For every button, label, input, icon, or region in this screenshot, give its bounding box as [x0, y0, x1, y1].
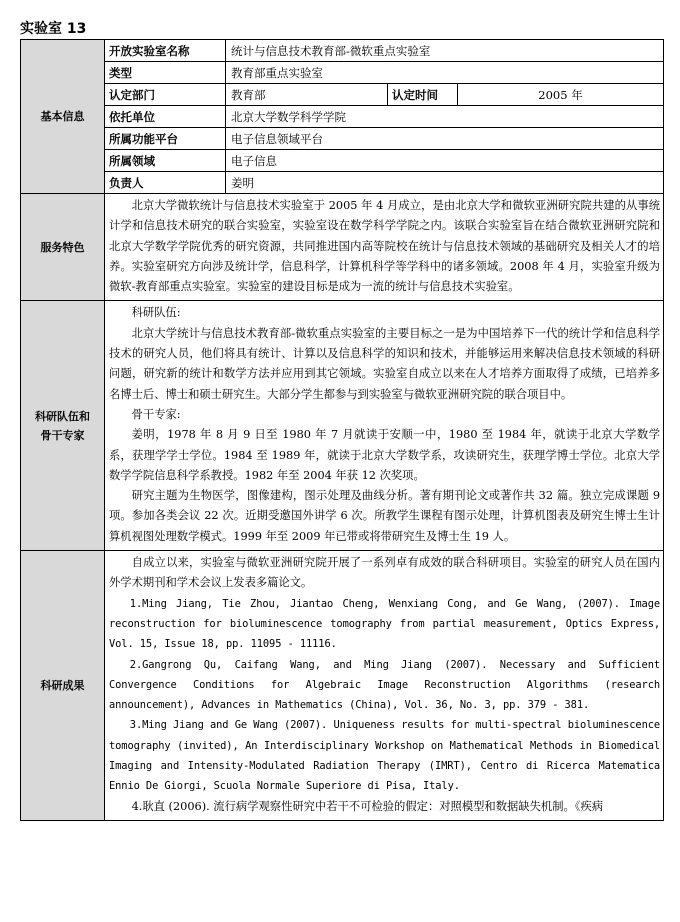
section-label-service: 服务特色	[21, 194, 105, 301]
lab-title: 实验室 13	[20, 21, 87, 37]
team-paragraph: 北京大学统计与信息技术教育部-微软重点实验室的主要目标之一是为中国培养下一代的统计学和信息科学技术的研究人员，他们将具有统计、计算以及信息科学的知识和技术，并能够运用来解决信息技术领域的科研问题，研究新的统计和数学方法并应用到其它领域。实验室自成立以来在人才培养方面取得了成绩，已培养多名博士后、博士和硕士研究生。大部分学生都参与到实验室与微软亚洲研究院的联合项目中。	[109, 326, 661, 401]
table-row	[21, 84, 664, 106]
section-label-basic: 基本信息	[21, 40, 105, 194]
table-row	[21, 150, 664, 172]
table-row	[21, 106, 664, 128]
field-label-leader: 负责人	[105, 172, 226, 194]
field-label-platform: 所属功能平台	[105, 128, 226, 150]
publication-item: 2.Gangrong Qu, Caifang Wang, and Ming Jiang (2007). Necessary and Sufficient Convergence Conditions for Algebraic Image Reconstruction Algorithms (research announcement), Advances in Mathematics (China), Vol. 36, No. 3, pp. 379 - 381.	[109, 658, 661, 712]
table-row	[21, 194, 664, 301]
field-label-domain: 所属领域	[105, 150, 226, 172]
field-value-date: 2005 年	[458, 84, 664, 106]
table-row	[21, 128, 664, 150]
results-intro: 自成立以来，实验室与微软亚洲研究院开展了一系列卓有成效的联合科研项目。实验室的研究人员在国内外学术期刊和学术会议上发表多篇论文。	[109, 556, 661, 590]
field-value-dept: 教育部	[226, 84, 388, 106]
service-paragraph: 北京大学微软统计与信息技术实验室于 2005 年 4 月成立，是由北京大学和微软亚洲研究院共建的从事统计学和信息技术研究的联合实验室，实验室设在数学科学学院之内。该联合实验室旨在结合微软亚洲研究院和北京大学数学学院优秀的研究资源，共同推进国内高等院校在统计与信息技术领域的基础研究及相关人才的培养。实验室研究方向涉及统计学，信息科学，计算机科学等学科中的诸多领域。2008 年 4 月，实验室升级为微软-教育部重点实验室。实验室的建设目标是成为一流的统计与信息技术实验室。	[109, 199, 661, 294]
results-text-cell	[105, 551, 664, 821]
expert-paragraph-1: 姜明，1978 年 8 月 9 日至 1980 年 7 月就读于安顺一中，1980 至 1984 年，就读于北京大学数学系，获理学学士学位。1984 至 1989 年，就读于北京大学数学系，攻读研究生，获理学博士学位。北京大学数学学院信息科学系教授。1982 年至 2004 年获 12 次奖项。	[109, 428, 661, 482]
field-value-lab-name: 统计与信息技术教育部-微软重点实验室	[226, 40, 664, 62]
field-value-platform: 电子信息领域平台	[226, 128, 664, 150]
table-row	[21, 40, 664, 62]
field-label-host: 依托单位	[105, 106, 226, 128]
expert-heading: 骨干专家:	[131, 407, 181, 421]
lab-info-table	[20, 39, 664, 821]
field-value-host: 北京大学数学科学学院	[226, 106, 664, 128]
table-row	[21, 62, 664, 84]
team-text-cell	[105, 301, 664, 551]
field-value-leader: 姜明	[226, 172, 664, 194]
section-label-team	[21, 301, 105, 551]
publication-item: 1.Ming Jiang, Tie Zhou, Jiantao Cheng, Wenxiang Cong, and Ge Wang, (2007). Image reconstruction for bioluminescence tomography from partial measurement, Optics Express, Vol. 15, Issue 18, pp. 11095 - 11116.	[109, 597, 661, 651]
table-row	[21, 172, 664, 194]
field-label-type: 类型	[105, 62, 226, 84]
field-label-date: 认定时间	[388, 84, 458, 106]
field-value-domain: 电子信息	[226, 150, 664, 172]
field-label-dept: 认定部门	[105, 84, 226, 106]
field-value-type: 教育部重点实验室	[226, 62, 664, 84]
section-label-results: 科研成果	[21, 551, 105, 821]
publication-item: 3.Ming Jiang and Ge Wang (2007). Uniqueness results for multi-spectral bioluminescence tomography (invited), An Interdisciplinary Workshop on Mathematical Methods in Biomedical Imaging and Intensity-Modulated Radiation Therapy (IMRT), Centro di Ricerca Matematica Ennio De Giorgi, Scuola Normale Superiore di Pisa, Italy.	[109, 719, 661, 793]
team-heading: 科研队伍:	[131, 306, 181, 320]
expert-paragraph-2: 研究主题为生物医学，图像建构，图示处理及曲线分析。著有期刊论文或著作共 32 篇。独立完成课题 9 项。参加各类会议 22 次。近期受邀国外讲学 6 次。所教学生课程有图示处理，计算机图表及研究生博士生计算机视图处理数学模式。1999 年至 2009 年已带或将带研究生及博士生 19 人。	[109, 489, 661, 543]
service-text-cell	[105, 194, 664, 301]
section-label-team-line2: 骨干专家	[40, 428, 85, 442]
field-label-lab-name: 开放实验室名称	[105, 40, 226, 62]
section-label-team-line1: 科研队伍和	[35, 409, 90, 423]
publication-item: 4.耿直 (2006). 流行病学观察性研究中若干不可检验的假定：对照模型和数据缺失机制。《疾病	[131, 799, 604, 813]
table-row	[21, 301, 664, 551]
table-row	[21, 551, 664, 821]
